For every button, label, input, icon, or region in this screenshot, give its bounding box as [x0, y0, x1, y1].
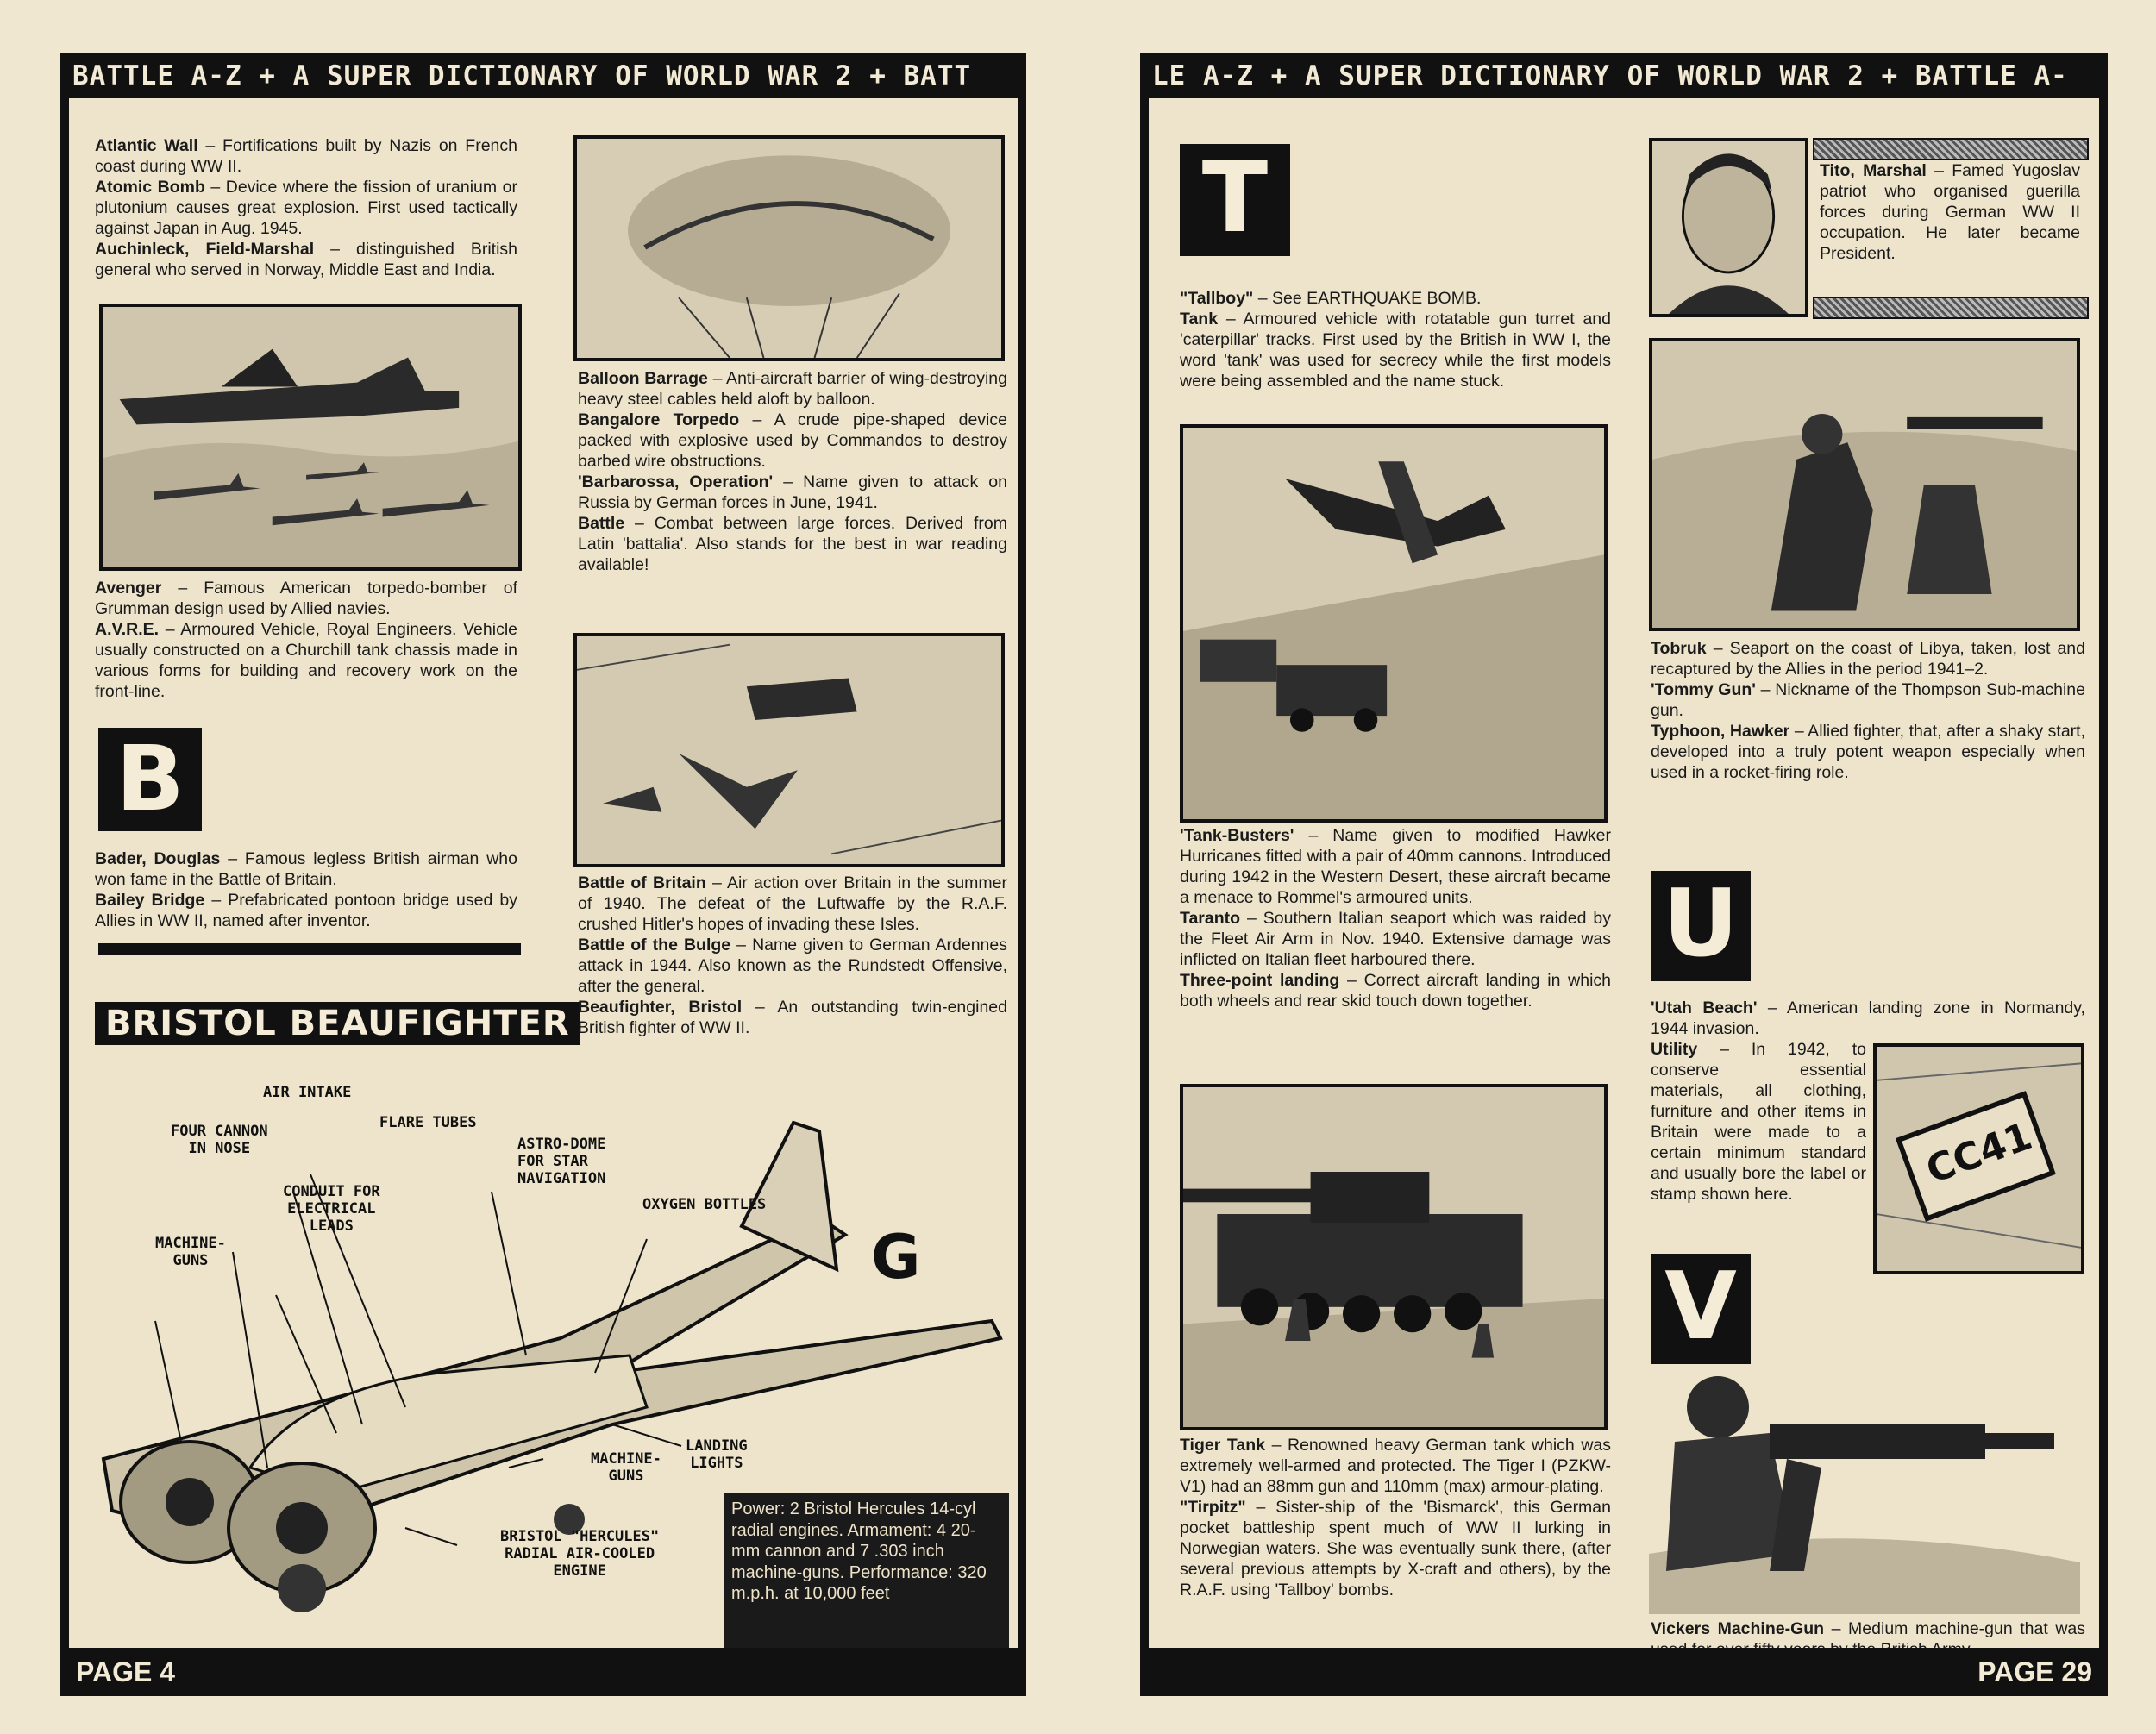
dictionary-entry — [1180, 970, 1611, 1011]
dictionary-entry — [95, 239, 517, 280]
entry-definition: – An outstanding twin-engined British fighter of WW II. — [578, 998, 1007, 1037]
callout-conduit: CONDUIT FOR ELECTRICAL LEADS — [283, 1183, 380, 1235]
entry-definition: – Prefabricated pontoon bridge used by Allies in WW II, named after inventor. — [95, 891, 517, 930]
entry-term: Battle of the Bulge — [578, 936, 731, 955]
beaufighter-spec-box: Power: 2 Bristol Hercules 14-cyl radial engines. Armament: 4 20-mm cannon and 7 .303 inch machine-guns. Performance: 320 m.p.h. at 10,000 feet — [724, 1493, 1009, 1666]
dictionary-entry — [578, 935, 1007, 997]
avenger-illustration — [99, 304, 522, 571]
divider-rule — [98, 943, 521, 955]
right-col2-b-entries — [1651, 998, 2085, 1039]
entry-definition: – Famed Yugoslav patriot who organised guerilla forces during German WW II occupation. He later became President. — [1820, 161, 2080, 263]
dictionary-entry — [578, 997, 1007, 1038]
tito-portrait — [1649, 138, 1808, 317]
entry-definition: – Air action over Britain in the summer of 1940. The defeat of the Luftwaffe by the R.A.F. crushed Hitler's hopes of invading these Isles. — [578, 873, 1007, 934]
letter-b-block: B — [98, 728, 202, 831]
dictionary-entry — [1651, 679, 2085, 721]
dictionary-entry — [1180, 908, 1611, 970]
entry-term: Balloon Barrage — [578, 369, 708, 388]
entry-definition: – A crude pipe-shaped device packed with explosive used by Commandos to destroy barbed wire obstructions. — [578, 410, 1007, 471]
callout-oxygen-bottles: OXYGEN BOTTLES — [642, 1196, 767, 1213]
entry-term: Atomic Bomb — [95, 178, 205, 197]
entry-definition: – Armoured vehicle with rotatable gun turret and 'caterpillar' tracks. First used by the British in WW I, the word 'tank' was used for secrecy while the first models were being assembled and the name stuck. — [1180, 310, 1611, 391]
dictionary-entry — [1180, 288, 1611, 309]
col1-c-entries — [95, 848, 517, 931]
battle-of-britain-illustration — [573, 633, 1005, 867]
entry-term: Bangalore Torpedo — [578, 410, 740, 429]
header-strip-left: BATTLE A-Z + A SUPER DICTIONARY OF WORLD WAR 2 + BATT — [60, 53, 1026, 98]
entry-term: Beaufighter, Bristol — [578, 998, 743, 1017]
dictionary-entry — [578, 472, 1007, 513]
callout-landing-lights: LANDING LIGHTS — [686, 1437, 748, 1472]
entry-term: Tito, Marshal — [1820, 161, 1927, 180]
page-number-left: PAGE 4 — [60, 1648, 1026, 1696]
entry-term: Avenger — [95, 579, 162, 598]
entry-term: Bailey Bridge — [95, 891, 205, 910]
entry-term: 'Tank-Busters' — [1180, 826, 1294, 845]
callout-four-cannon: FOUR CANNON IN NOSE — [171, 1123, 268, 1157]
letter-t-block: T — [1180, 144, 1290, 256]
entry-term: Atlantic Wall — [95, 136, 198, 155]
right-page — [1140, 53, 2108, 1696]
entry-term: 'Utah Beach' — [1651, 998, 1758, 1017]
dictionary-entry — [95, 177, 517, 239]
dictionary-entry — [95, 135, 517, 177]
entry-term: Tank — [1180, 310, 1219, 329]
right-col2-a-entries — [1651, 638, 2085, 783]
entry-definition: – Name given to attack on Russia by German forces in June, 1941. — [578, 473, 1007, 512]
entry-term: "Tirpitz" — [1180, 1498, 1246, 1517]
entry-term: 'Tommy Gun' — [1651, 680, 1756, 699]
entry-term: 'Barbarossa, Operation' — [578, 473, 774, 491]
tobruk-illustration — [1649, 338, 2080, 631]
beaufighter-title: BRISTOL BEAUFIGHTER — [95, 1002, 580, 1045]
entry-definition: – Medium machine-gun that was — [1831, 1619, 2085, 1638]
entry-definition: – Name given to German Ardennes attack in 1944. Also known as the Rundstedt Offensive, after the general. — [578, 936, 1007, 996]
entry-term: Tobruk — [1651, 639, 1707, 658]
col2-a-entries — [578, 368, 1007, 575]
tiger-tank-illustration — [1180, 1084, 1608, 1430]
callout-air-intake: AIR INTAKE — [263, 1084, 352, 1101]
tito-entry — [1820, 160, 2080, 264]
dictionary-entry — [578, 368, 1007, 410]
entry-definition: – Allied fighter, that, after a shaky start, developed into a truly potent weapon especially when used in a rocket-firing role. — [1651, 722, 2086, 782]
entry-term: A.V.R.E. — [95, 620, 160, 639]
entry-term: Utility — [1651, 1040, 1698, 1059]
entry-definition: – See EARTHQUAKE BOMB. — [1253, 289, 1482, 308]
callout-engine: BRISTOL "HERCULES" RADIAL AIR-COOLED ENGINE — [500, 1528, 660, 1580]
dictionary-entry — [1651, 638, 2085, 679]
entry-term: Battle of Britain — [578, 873, 706, 892]
utility-entry — [1651, 1039, 1866, 1205]
dictionary-entry — [1180, 1497, 1611, 1600]
entry-definition: – Famous legless British airman who won fame in the Battle of Britain. — [95, 849, 517, 889]
entry-definition: – distinguished British general who served in Norway, Middle East and India. — [95, 240, 518, 279]
dictionary-entry — [95, 848, 517, 890]
col1-a-entries — [95, 135, 517, 280]
entry-term: Battle — [578, 514, 625, 533]
right-col1-a-entries — [1180, 288, 1611, 391]
balloon-barrage-illustration — [573, 135, 1005, 361]
dictionary-entry — [1820, 160, 2080, 264]
dictionary-entry — [95, 619, 517, 702]
entry-definition: – Anti-aircraft barrier of wing-destroying heavy steel cables held aloft by balloon. — [578, 369, 1007, 409]
dictionary-entry — [1651, 1039, 1866, 1205]
entry-term: Three-point landing — [1180, 971, 1340, 990]
letter-u-block: U — [1651, 871, 1751, 981]
entry-definition: – Famous American torpedo-bomber of Grumman design used by Allied navies. — [95, 579, 517, 618]
dictionary-entry — [1180, 309, 1611, 391]
callout-astro-dome: ASTRO-DOME FOR STAR NAVIGATION — [517, 1136, 606, 1187]
entry-definition: – Armoured Vehicle, Royal Engineers. Vehicle usually constructed on a Churchill tank chassis made in various forms for building and recovery work on the front-line. — [95, 620, 517, 701]
left-page — [60, 53, 1026, 1696]
svg-text:G: G — [871, 1222, 921, 1293]
entry-definition: – Renowned heavy German tank which was extremely well-armed and protected. The Tiger I (PZKW-V1) had an 88mm gun and 110mm (max) armour-plating. — [1180, 1436, 1612, 1496]
col2-b-entries — [578, 873, 1007, 1038]
entry-definition: – American landing zone in Normandy, 1944 invasion. — [1651, 998, 2085, 1038]
dictionary-entry — [578, 410, 1007, 472]
dictionary-entry — [95, 890, 517, 931]
entry-definition: – Device where the fission of uranium or plutonium causes great explosion. First used tactically against Japan in Aug. 1945. — [95, 178, 517, 238]
dictionary-entry — [1180, 1435, 1611, 1497]
entry-definition: – Correct aircraft landing in which both wheels and rear skid touch down together. — [1180, 971, 1612, 1011]
entry-term: Vickers Machine-Gun — [1651, 1619, 1825, 1638]
entry-definition: – Southern Italian seaport which was raided by the Fleet Air Arm in Nov. 1940. Extensive damage was inflicted on Italian fleet harboured there. — [1180, 909, 1611, 969]
dictionary-entry — [1180, 825, 1611, 908]
page-number-right: PAGE 29 — [1140, 1648, 2108, 1696]
entry-term: Taranto — [1180, 909, 1241, 928]
entry-term: "Tallboy" — [1180, 289, 1254, 308]
right-col1-c-entries — [1180, 1435, 1611, 1600]
dictionary-entry — [578, 873, 1007, 935]
entry-term: Tiger Tank — [1180, 1436, 1265, 1455]
tito-box-stripe-top — [1813, 138, 2089, 160]
tank-busters-illustration — [1180, 424, 1608, 823]
letter-v-block: V — [1651, 1254, 1751, 1364]
dictionary-entry — [1651, 998, 2085, 1039]
utility-stamp-label: CC41 — [1921, 1114, 2038, 1193]
entry-term: Typhoon, Hawker — [1651, 722, 1790, 741]
dictionary-entry — [578, 513, 1007, 575]
right-col1-b-entries — [1180, 825, 1611, 1011]
vickers-illustration — [1649, 1364, 2080, 1614]
entry-definition: – Fortifications built by Nazis on French coast during WW II. — [95, 136, 517, 176]
tito-box-stripe-bottom — [1813, 297, 2089, 319]
callout-machine-guns-left: MACHINE- GUNS — [155, 1235, 226, 1269]
dictionary-entry — [95, 578, 517, 619]
entry-definition: – Combat between large forces. Derived from Latin 'battalia'. Also stands for the best in war reading available! — [578, 514, 1007, 574]
entry-definition: – Sister-ship of the 'Bismarck', this German pocket battleship spent much of WW II lurking in Norwegian waters. She was eventually sunk there, (after several previous attempts by X-craft and others), by the R.A.F. using 'Tallboy' bombs. — [1180, 1498, 1611, 1599]
dictionary-entry — [1651, 721, 2085, 783]
header-strip-right: LE A-Z + A SUPER DICTIONARY OF WORLD WAR 2 + BATTLE A- — [1140, 53, 2108, 98]
entry-term: Bader, Douglas — [95, 849, 221, 868]
entry-definition: – Name given to modified Hawker Hurricanes fitted with a pair of 40mm cannons. Introduced during 1942 in the Western Desert, these aircraft became a menace to Rommel's armoured units. — [1180, 826, 1611, 907]
entry-definition: – Seaport on the coast of Libya, taken, lost and recaptured by the Allies in the period 1941–2. — [1651, 639, 2085, 679]
entry-definition: – Nickname of the Thompson Sub-machine gun. — [1651, 680, 2085, 720]
callout-machine-guns-mid: MACHINE- GUNS — [591, 1450, 661, 1485]
entry-definition: – In 1942, to conserve essential materials, all clothing, furniture and other items in Britain were made to a certain minimum standard and usually bore the label or stamp shown here. — [1651, 1040, 1866, 1204]
callout-flare-tubes: FLARE TUBES — [379, 1114, 477, 1131]
col1-b-entries — [95, 578, 517, 702]
entry-term: Auchinleck, Field-Marshal — [95, 240, 315, 259]
